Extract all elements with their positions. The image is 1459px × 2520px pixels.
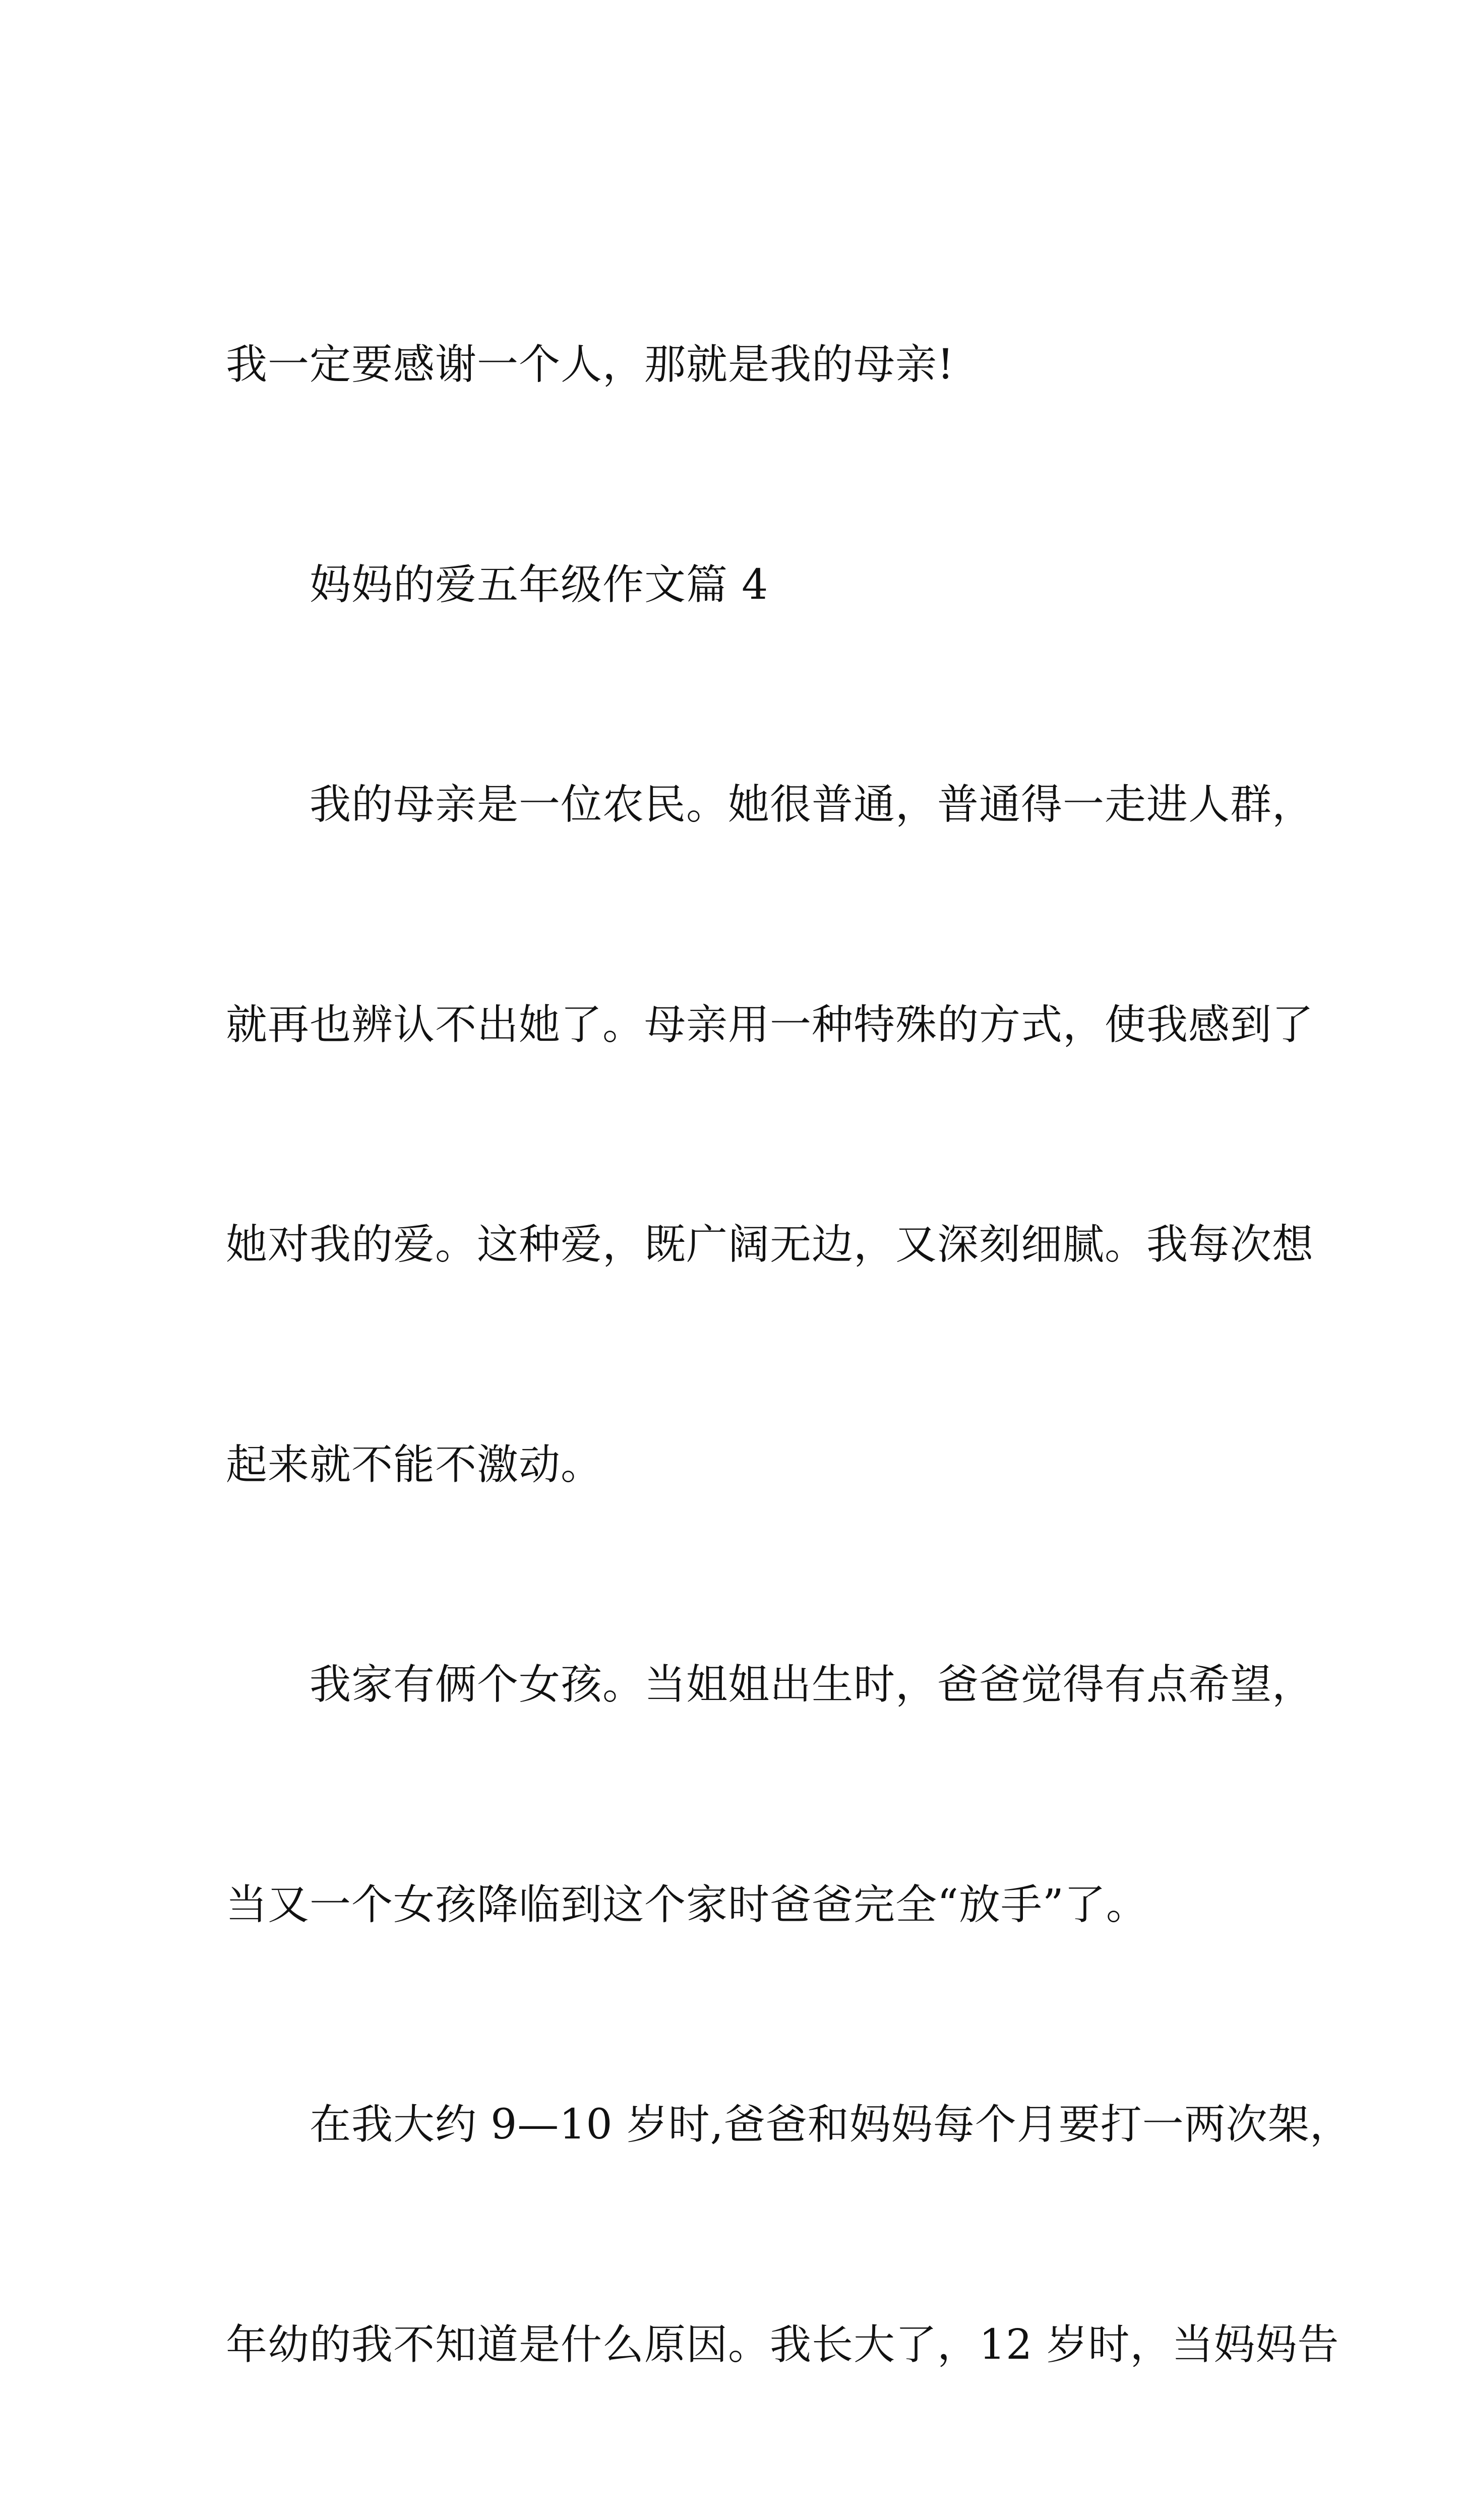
text-line: 我一定要感谢一个人，那就是我的母亲! [226,341,954,389]
text-line: 起来就不能不激动。 [226,1440,603,1489]
text-line: 她对我的爱。这种爱，既广阔无边，又深刻细腻。我每次想 [226,1221,1314,1269]
body-text [226,181,1352,2520]
text-line: 年幼的我不知道是什么原因。我长大了，12 岁时，当妈妈告 [226,2320,1340,2369]
text-line: 就再也辨认不出她了。母亲用一种特殊的方式，使我感到了 [226,1000,1314,1049]
text-line: 在我大约 9—10 岁时,爸爸和妈妈每个月要打一两次架， [226,2101,1352,2149]
text-line: 我的母亲是一位农民。她很普通，普通得一走进人群， [226,781,1314,829]
text-line: 我家有俩个女孩。当姐姐出生时，爸爸觉得有点希望， [226,1661,1314,1709]
section-heading: 妈妈的爱五年级作文篇 4 [226,560,769,609]
text-line: 当又一个女孩降临到这个家时爸爸完全“放手”了。 [226,1880,1148,1929]
